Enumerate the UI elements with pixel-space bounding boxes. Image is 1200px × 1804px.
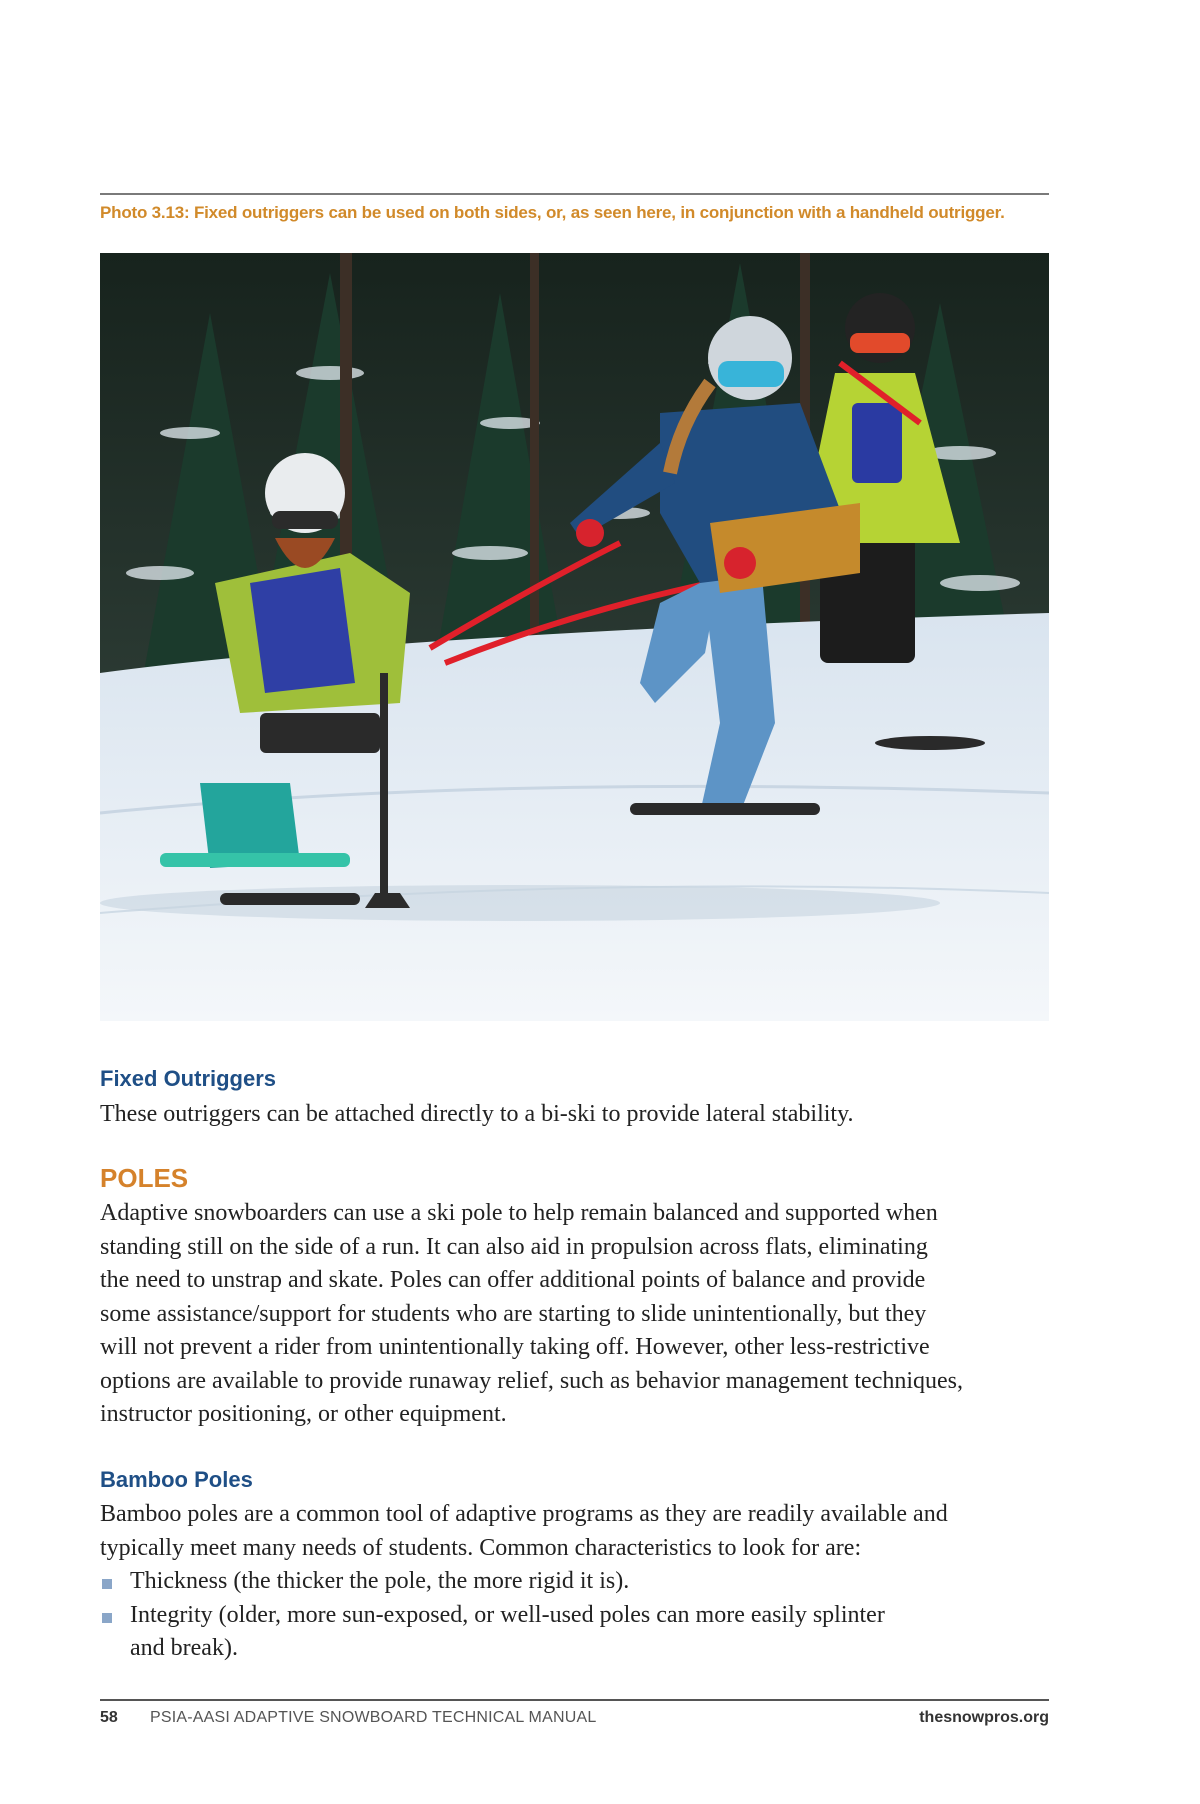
bamboo-poles-heading: Bamboo Poles	[100, 1467, 253, 1492]
bamboo-line: typically meet many needs of students. Common characteristics to look for are:	[100, 1534, 862, 1561]
poles-line: the need to unstrap and skate. Poles can offer additional points of balance and provide	[100, 1267, 926, 1293]
list-item-text: and break).	[130, 1635, 238, 1661]
bamboo-line: Bamboo poles are a common tool of adaptive programs as they are readily available and	[100, 1501, 948, 1527]
manual-title: PSIA-AASI ADAPTIVE SNOWBOARD TECHNICAL MANUAL	[150, 1709, 597, 1726]
site-link[interactable]: thesnowpros.org	[919, 1709, 1049, 1726]
poles-heading: POLES	[100, 1163, 189, 1193]
bamboo-poles-body	[100, 1498, 1050, 1565]
poles-line: some assistance/support for students who are starting to slide unintentionally, but they	[100, 1300, 927, 1327]
photo-caption: Photo 3.13: Fixed outriggers can be used on both sides, or, as seen here, in conjunction with a handheld outrigger.	[100, 203, 1005, 222]
square-bullet-icon	[102, 1613, 112, 1623]
poles-line: will not prevent a rider from unintentionally taking off. However, other less-restrictive	[100, 1334, 930, 1360]
bamboo-characteristics-list	[100, 1565, 1050, 1666]
fixed-outriggers-body: These outriggers can be attached directly to a bi-ski to provide lateral stability.	[100, 1101, 854, 1127]
page-number: 58	[100, 1709, 118, 1726]
footer-rule	[100, 1699, 1049, 1701]
poles-line: instructor positioning, or other equipment.	[100, 1401, 507, 1427]
poles-line: standing still on the side of a run. It can also aid in propulsion across flats, eliminating	[100, 1233, 928, 1260]
poles-line: options are available to provide runaway relief, such as behavior management techniques,	[100, 1367, 964, 1394]
list-item-text: Thickness (the thicker the pole, the more rigid it is).	[130, 1568, 630, 1594]
list-item-text: Integrity (older, more sun-exposed, or well-used poles can more easily splinter	[130, 1601, 885, 1628]
poles-body	[100, 1197, 1050, 1432]
list-item	[100, 1599, 1050, 1666]
list-item	[100, 1565, 1050, 1599]
poles-line: Adaptive snowboarders can use a ski pole to help remain balanced and supported when	[100, 1200, 938, 1226]
fixed-outriggers-heading: Fixed Outriggers	[100, 1066, 277, 1091]
square-bullet-icon	[102, 1579, 112, 1589]
photo-adaptive-snowboarding	[100, 253, 1049, 1021]
caption-top-rule	[100, 193, 1049, 195]
